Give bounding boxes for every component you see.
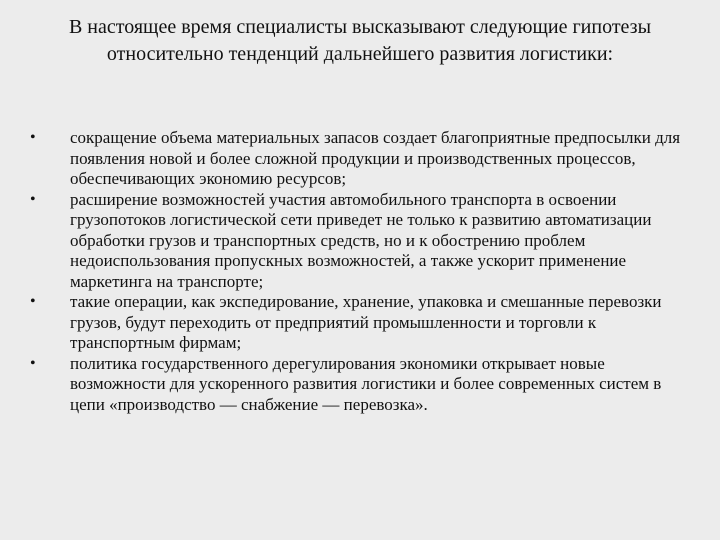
bullet-list [30,128,690,415]
bullet-item [30,354,690,416]
slide-title: В настоящее время специалисты высказывают следующие гипотезы относительно тенденций дальнейшего развития логистики: [68,16,652,65]
bullet-icon: • [30,129,36,146]
bullet-text: расширение возможностей участия автомобильного транспорта в освоении грузопотоков логистической сети приведет не только к развитию автоматизации обработки грузов и транспортных средств, но и к обострению проблем недоиспользования пропускных возможностей, а также ускорит применение маркетинга на транспорте; [70,189,652,291]
bullet-text: такие операции, как экспедирование, хранение, упаковка и смешанные перевозки грузов, будут переходить от предприятий промышленности и торговли к транспортным фирмам; [70,292,662,352]
bullet-item [30,128,690,190]
bullet-item [30,292,690,354]
bullet-text: сокращение объема материальных запасов создает благоприятные предпосылки для появления новой и более сложной продукции и производственных процессов, обеспечивающих экономию ресурсов; [70,128,681,188]
bullet-icon: • [30,354,36,372]
bullet-icon: • [30,293,36,310]
bullet-item [30,190,690,293]
bullet-icon: • [30,190,36,208]
bullet-text: политика государственного дерегулирования экономики открывает новые возможности для ускоренного развития логистики и более современных систем в цепи «производство — снабжение — перевозка». [70,353,662,414]
